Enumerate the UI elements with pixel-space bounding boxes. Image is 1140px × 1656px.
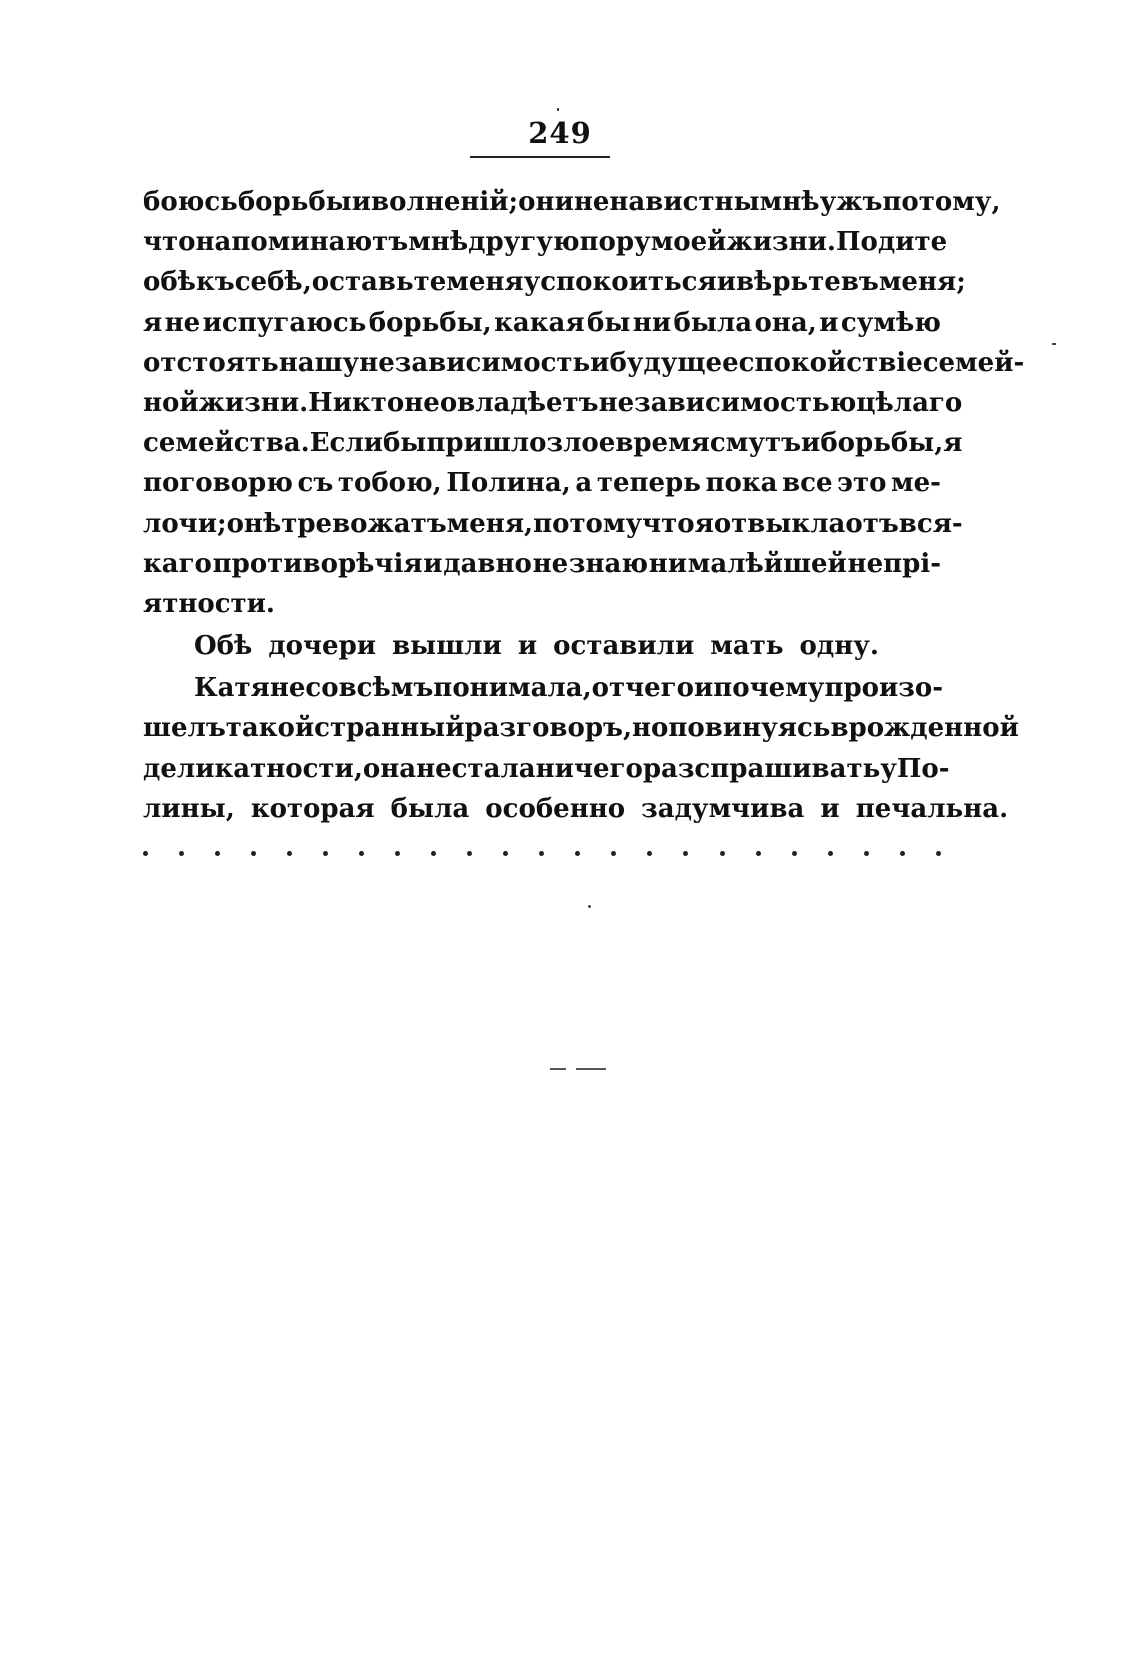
end-rule bbox=[576, 1068, 606, 1070]
body-text bbox=[143, 182, 1025, 829]
header-rule bbox=[470, 156, 610, 158]
scan-speck bbox=[1052, 343, 1056, 345]
text-line: ятности. bbox=[143, 588, 275, 619]
text-line: Обѣ дочери вышли и оставили мать одну. bbox=[194, 631, 879, 662]
text-line: я не испугаюсь борьбы, какая бы ни была она, и сумѣю bbox=[143, 307, 941, 338]
text-line: поговорю съ тобою, Полина, а теперь пока все это ме- bbox=[143, 468, 941, 499]
scan-speck bbox=[557, 108, 559, 111]
end-rule bbox=[550, 1068, 566, 1070]
ellipsis-divider bbox=[143, 851, 941, 856]
text-line: ной жизни. Никто не овладѣетъ независимостью цѣлаго bbox=[143, 387, 963, 418]
text-line: отстоять нашу независимость и будущее спокойствіе семей- bbox=[143, 347, 1025, 378]
text-line: боюсь борьбы и волненій; они ненавистны мнѣ ужъ потому, bbox=[143, 187, 1001, 217]
text-line: лины, которая была особенно задумчива и печальна. bbox=[143, 793, 1009, 824]
text-line: Катя не совсѣмъ понимала, отчего и почему произо- bbox=[194, 673, 944, 704]
text-line: деликатности, она не стала ничего разспрашивать у По- bbox=[143, 753, 950, 784]
text-line: обѣ къ себѣ, оставьте меня успокоиться и вѣрьте въ меня; bbox=[143, 267, 966, 298]
page-number: 249 bbox=[528, 116, 592, 150]
text-line: семейства. Еслибы пришло злое время смутъ и борьбы, я bbox=[143, 428, 963, 459]
text-line: шелъ такой странный разговоръ, но повинуясь врожденной bbox=[143, 713, 1019, 744]
text-line: каго противорѣчія и давно не знаю ни малѣйшей непрі- bbox=[143, 548, 941, 579]
text-line: что напоминаютъ мнѣ другую пору моей жизни. Подите bbox=[143, 227, 948, 258]
text-line: лочи; онѣ тревожатъ меня, потому что я отвыкла отъ вся- bbox=[143, 508, 963, 539]
scan-speck bbox=[588, 905, 591, 908]
